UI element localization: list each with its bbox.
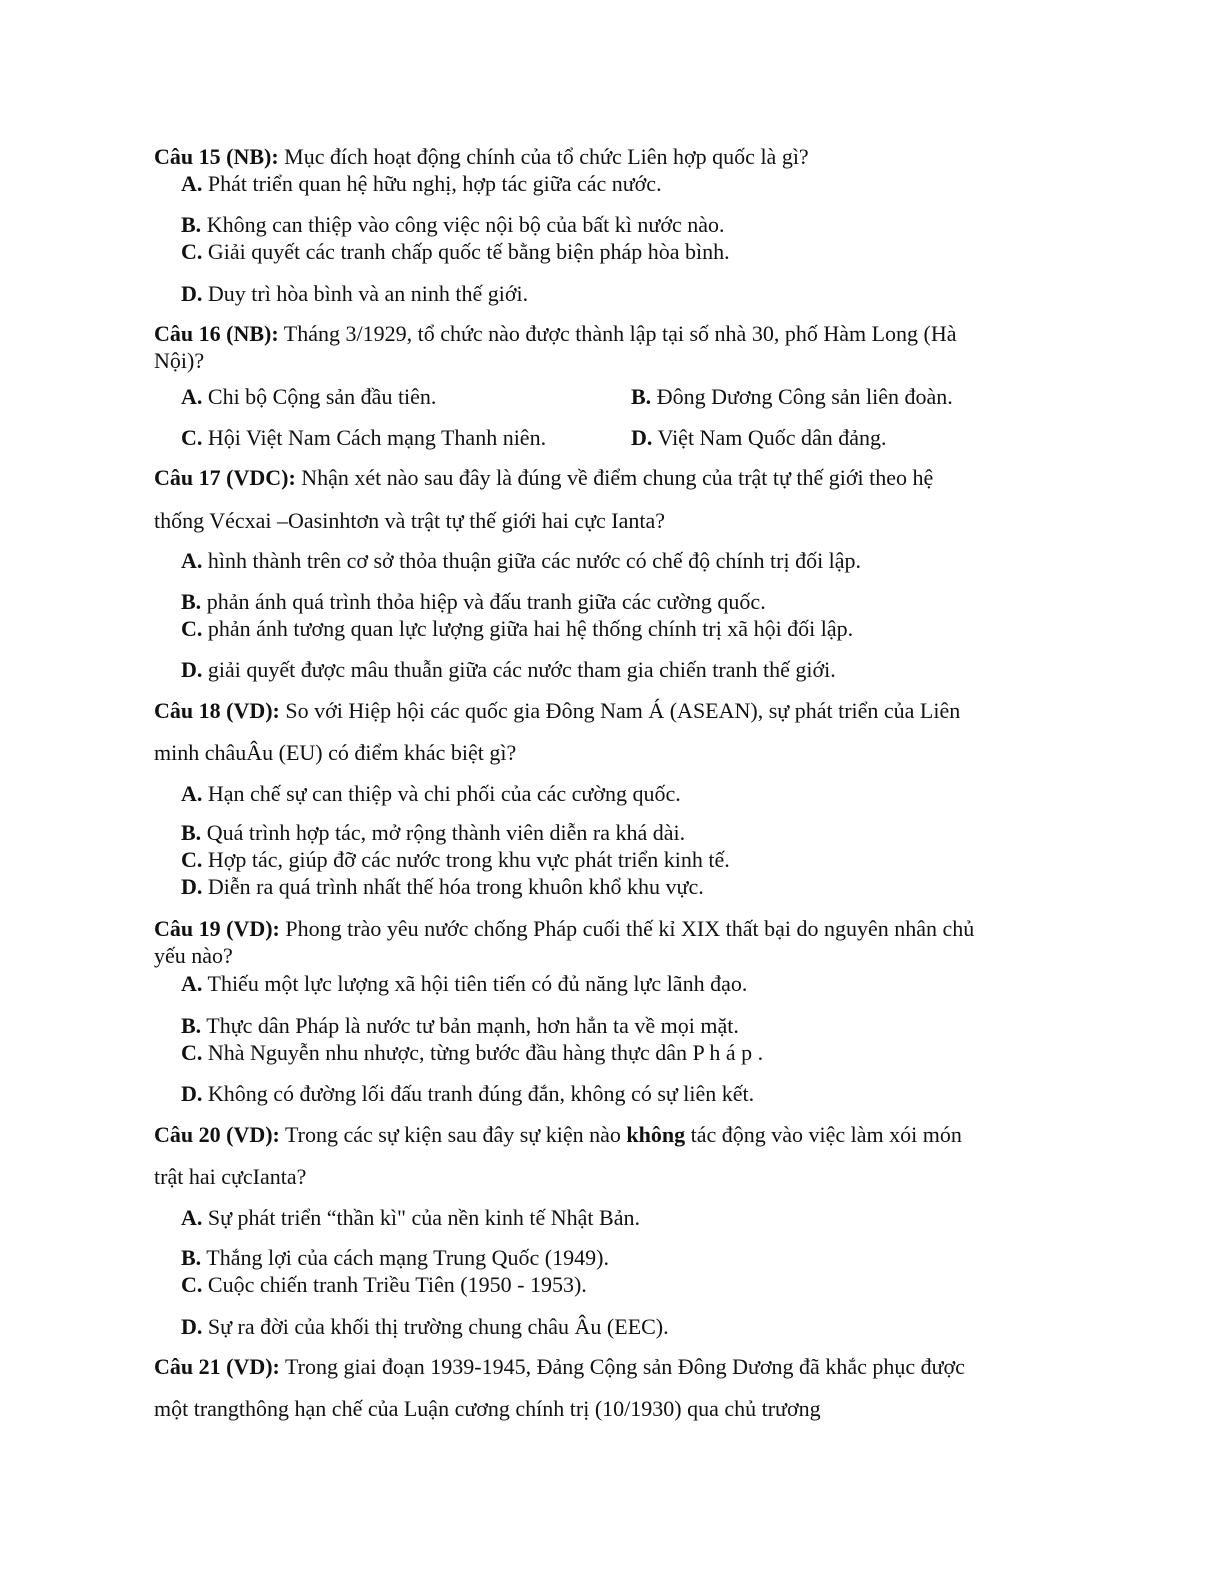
option-text: Cuộc chiến tranh Triều Tiên (1950 - 1953). xyxy=(207,1272,587,1297)
option-b xyxy=(181,1012,739,1040)
question-text: Mục đích hoạt động chính của tổ chức Liên hợp quốc là gì? xyxy=(284,144,809,169)
option-b xyxy=(631,383,953,411)
option-b xyxy=(181,588,766,616)
option-text: Đông Dương Công sản liên đoàn. xyxy=(656,384,953,409)
option-text: Quá trình hợp tác, mở rộng thành viên diễn ra khá dài. xyxy=(206,820,686,845)
option-text: Phát triển quan hệ hữu nghị, hợp tác giữa các nước. xyxy=(207,171,662,196)
question-17 xyxy=(154,464,933,492)
question-19 xyxy=(154,915,974,943)
option-letter: C. xyxy=(181,239,203,264)
question-21 xyxy=(154,1353,965,1381)
option-text: Thiếu một lực lượng xã hội tiên tiến có đủ năng lực lãnh đạo. xyxy=(207,971,748,996)
question-20 xyxy=(154,1121,962,1149)
option-a xyxy=(181,547,861,575)
option-text: Sự phát triển “thần kì" của nền kinh tế Nhật Bản. xyxy=(207,1205,640,1230)
question-18 xyxy=(154,697,960,725)
question-text: Nội)? xyxy=(154,348,205,373)
question-20-line2 xyxy=(154,1163,306,1191)
option-letter: A. xyxy=(181,781,203,806)
option-letter: D. xyxy=(631,425,653,450)
question-16-line2 xyxy=(154,347,204,375)
question-text: Trong giai đoạn 1939-1945, Đảng Cộng sản Đông Dương đã khắc phục được xyxy=(285,1354,965,1379)
option-d xyxy=(181,873,704,901)
option-letter: D. xyxy=(181,1081,203,1106)
option-d xyxy=(181,656,836,684)
option-text: hình thành trên cơ sở thỏa thuận giữa các nước có chế độ chính trị đối lập. xyxy=(207,548,862,573)
option-d xyxy=(181,1313,669,1341)
option-letter: C. xyxy=(181,847,203,872)
question-text: Phong trào yêu nước chống Pháp cuối thế kỉ XIX thất bại do nguyên nhân chủ xyxy=(285,916,975,941)
option-c xyxy=(181,238,730,266)
option-letter: B. xyxy=(181,820,202,845)
question-text: Tháng 3/1929, tổ chức nào được thành lập tại số nhà 30, phố Hàm Long (Hà xyxy=(283,321,957,346)
option-text: phản ánh tương quan lực lượng giữa hai hệ thống chính trị xã hội đối lập. xyxy=(207,616,854,641)
option-text: Hạn chế sự can thiệp và chi phối của các cường quốc. xyxy=(207,781,681,806)
question-18-line2 xyxy=(154,739,516,767)
question-label: Câu 16 (NB): xyxy=(154,321,279,346)
question-text: Nhận xét nào sau đây là đúng về điểm chung của trật tự thế giới theo hệ xyxy=(301,465,934,490)
question-text: một trangthông hạn chế của Luận cương chính trị (10/1930) qua chủ trương xyxy=(154,1396,821,1421)
option-letter: C. xyxy=(181,1040,203,1065)
question-text: trật hai cựcIanta? xyxy=(154,1164,307,1189)
question-text: So với Hiệp hội các quốc gia Đông Nam Á (ASEAN), sự phát triển của Liên xyxy=(285,698,961,723)
option-c xyxy=(181,615,853,643)
option-letter: D. xyxy=(181,281,203,306)
option-text: Thắng lợi của cách mạng Trung Quốc (1949). xyxy=(206,1245,609,1270)
option-b xyxy=(181,1244,609,1272)
option-letter: B. xyxy=(181,212,202,237)
option-text: Hợp tác, giúp đỡ các nước trong khu vực phát triển kinh tế. xyxy=(207,847,730,872)
option-letter: A. xyxy=(181,384,203,409)
question-19-line2 xyxy=(154,942,233,970)
question-text: yếu nào? xyxy=(154,943,233,968)
option-text: Sự ra đời của khối thị trường chung châu Âu (EEC). xyxy=(207,1314,669,1339)
option-letter: D. xyxy=(181,874,203,899)
question-label: Câu 21 (VD): xyxy=(154,1354,280,1379)
option-text: Chi bộ Cộng sản đầu tiên. xyxy=(207,384,437,409)
option-text: Giải quyết các tranh chấp quốc tế bằng biện pháp hòa bình. xyxy=(207,239,730,264)
option-text: Việt Nam Quốc dân đảng. xyxy=(657,425,887,450)
option-letter: D. xyxy=(181,657,203,682)
option-d xyxy=(631,424,887,452)
question-emphasis: không xyxy=(626,1122,686,1147)
option-text: Duy trì hòa bình và an ninh thế giới. xyxy=(207,281,529,306)
question-label: Câu 20 (VD): xyxy=(154,1122,280,1147)
option-a xyxy=(181,383,436,411)
option-text: Không có đường lối đấu tranh đúng đắn, không có sự liên kết. xyxy=(207,1081,755,1106)
option-letter: B. xyxy=(181,589,202,614)
option-c xyxy=(181,846,730,874)
option-letter: C. xyxy=(181,616,203,641)
option-text: Không can thiệp vào công việc nội bộ của bất kì nước nào. xyxy=(206,212,725,237)
question-text: thống Vécxai –Oasinhtơn và trật tự thế giới hai cực Ianta? xyxy=(154,508,665,533)
option-c xyxy=(181,424,546,452)
option-letter: B. xyxy=(181,1013,202,1038)
option-a xyxy=(181,970,747,998)
option-c xyxy=(181,1271,587,1299)
option-letter: A. xyxy=(181,548,203,573)
option-a xyxy=(181,1204,640,1232)
option-text: Thực dân Pháp là nước tư bản mạnh, hơn hẳn ta về mọi mặt. xyxy=(206,1013,739,1038)
option-a xyxy=(181,780,681,808)
question-label: Câu 17 (VDC): xyxy=(154,465,296,490)
option-text: Nhà Nguyễn nhu nhược, từng bước đầu hàng thực dân P h á p . xyxy=(207,1040,764,1065)
option-letter: B. xyxy=(631,384,652,409)
option-a xyxy=(181,170,662,198)
option-letter: C. xyxy=(181,1272,203,1297)
question-label: Câu 15 (NB): xyxy=(154,144,279,169)
option-letter: A. xyxy=(181,971,203,996)
question-15 xyxy=(154,143,809,171)
question-21-line2 xyxy=(154,1395,821,1423)
option-letter: D. xyxy=(181,1314,203,1339)
question-text: minh châuÂu (EU) có điểm khác biệt gì? xyxy=(154,740,517,765)
option-letter: B. xyxy=(181,1245,202,1270)
option-text: Hội Việt Nam Cách mạng Thanh niên. xyxy=(207,425,547,450)
option-text: Diễn ra quá trình nhất thế hóa trong khuôn khổ khu vực. xyxy=(207,874,704,899)
option-d xyxy=(181,280,528,308)
option-letter: C. xyxy=(181,425,203,450)
question-label: Câu 18 (VD): xyxy=(154,698,280,723)
option-b xyxy=(181,211,724,239)
question-label: Câu 19 (VD): xyxy=(154,916,280,941)
option-letter: A. xyxy=(181,1205,203,1230)
question-text: Trong các sự kiện sau đây sự kiện nào xyxy=(285,1122,627,1147)
question-17-line2 xyxy=(154,507,665,535)
option-letter: A. xyxy=(181,171,203,196)
question-16 xyxy=(154,320,957,348)
option-b xyxy=(181,819,685,847)
option-text: phản ánh quá trình thỏa hiệp và đấu tranh giữa các cường quốc. xyxy=(206,589,766,614)
question-text: tác động vào việc làm xói món xyxy=(685,1122,962,1147)
option-text: giải quyết được mâu thuẫn giữa các nước tham gia chiến tranh thế giới. xyxy=(207,657,836,682)
option-c xyxy=(181,1039,763,1067)
option-d xyxy=(181,1080,754,1108)
